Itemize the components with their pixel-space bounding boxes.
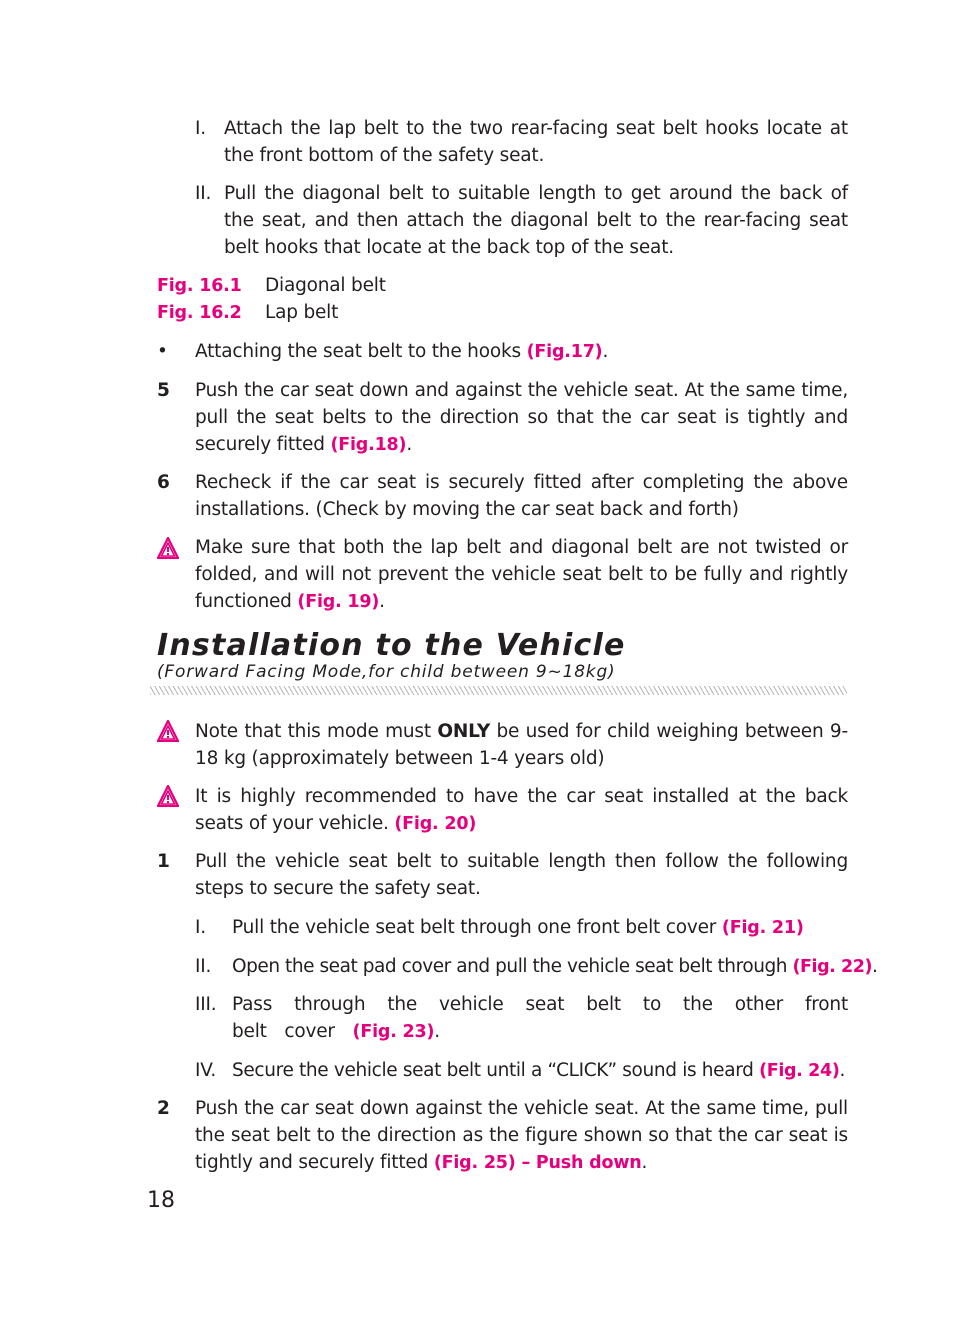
warning-triangle-icon [157,785,179,807]
fig-ref: (Fig.17) [526,342,603,362]
substep-after: . [872,956,878,977]
bullet-text: Attaching the seat belt to the hooks [195,341,527,362]
step-5 [195,377,848,459]
fig-caption-16-2 [157,299,338,327]
fig-ref: (Fig. 25) – Push down [433,1153,642,1173]
step-5-after: . [406,434,413,455]
section-subtitle: (Forward Facing Mode,for child between 9~18kg) [157,662,616,682]
step-number-1: 1 [157,851,170,872]
warning-3 [195,783,848,838]
step-number-6: 6 [157,472,170,493]
step-1-text: Pull the vehicle seat belt to suitable length then follow the following steps to secure the safety seat. [195,851,848,899]
step-2-after: . [641,1152,648,1173]
substep-text: Pass through the vehicle seat belt to the other front belt cover [232,994,848,1042]
warning-2 [195,718,848,772]
substep-ii [232,953,878,981]
page-number: 18 [147,1188,175,1213]
substep-text: Open the seat pad cover and pull the vehicle seat belt through [232,956,793,977]
step-2 [195,1095,848,1177]
warning-2-emphasis: ONLY [437,721,491,742]
step-marker-ii: II. [195,183,212,204]
warning-1 [195,534,848,616]
fig-ref: (Fig. 23) [352,1022,435,1042]
bullet-marker: • [157,341,168,362]
section-title: Installation to the Vehicle [157,628,626,663]
fig-ref: (Fig.18) [330,435,407,455]
fig-caption-16-1 [157,272,386,300]
bullet-after: . [602,341,609,362]
step-6-text: Recheck if the car seat is securely fitted after completing the above installations. (Check by moving the car seat back and forth) [195,472,848,520]
fig-ref: (Fig. 20) [394,814,477,834]
step-5-text: Push the car seat down and against the vehicle seat. At the same time, pull the seat belts to the direction so that the car seat is tightly and securely fitted [195,380,848,455]
warning-triangle-icon [157,537,179,559]
substep-text: Secure the vehicle seat belt until a “CLICK” sound is heard [232,1060,760,1081]
fig-caption-label: Diagonal belt [264,275,386,296]
step-number-2: 2 [157,1098,170,1119]
substep-after: . [839,1060,846,1081]
fig-ref: (Fig. 24) [759,1061,840,1081]
step-2-text: Push the car seat down against the vehicle seat. At the same time, pull the seat belt to the direction as the figure shown so that the car seat is tightly and securely fitted [195,1098,848,1173]
fig-ref: Fig. 16.2 [157,303,242,323]
substep-marker-ii: II. [195,956,212,977]
warning-2-after: be used for child weighing between 9-18 kg (approximately between 1-4 years old) [195,721,848,769]
section-divider [150,686,847,695]
warning-triangle-icon [157,720,179,742]
substep-after: . [434,1021,440,1042]
substep-marker-iii: III. [195,994,217,1015]
warning-1-after: . [379,591,385,612]
warning-3-text: It is highly recommended to have the car seat installed at the back seats of your vehicle. [195,786,848,834]
fig-ref: (Fig. 21) [721,918,804,938]
fig-ref: (Fig. 22) [792,957,873,977]
step-number-5: 5 [157,380,170,401]
substep-i [232,914,848,942]
fig-caption-label: Lap belt [264,302,339,323]
substep-marker-iv: IV. [195,1060,217,1081]
substep-text: Pull the vehicle seat belt through one front belt cover [232,917,722,938]
fig-ref: Fig. 16.1 [157,276,242,296]
substep-iii [232,991,848,1046]
warning-1-text: Make sure that both the lap belt and diagonal belt are not twisted or folded, and will not prevent the vehicle seat belt to be fully and rightly functioned [195,537,848,612]
step-marker-i: I. [195,118,206,139]
step-text-i: Attach the lap belt to the two rear-facing seat belt hooks locate at the front bottom of the safety seat. [224,118,848,166]
warning-2-text: Note that this mode must [195,721,438,742]
step-text-ii: Pull the diagonal belt to suitable length to get around the back of the seat, and then attach the diagonal belt to the rear-facing seat belt hooks that locate at the back top of the seat. [224,183,848,258]
substep-iv [232,1057,862,1085]
bullet-item [195,338,848,366]
substep-marker-i: I. [195,917,206,938]
fig-ref: (Fig. 19) [297,592,380,612]
